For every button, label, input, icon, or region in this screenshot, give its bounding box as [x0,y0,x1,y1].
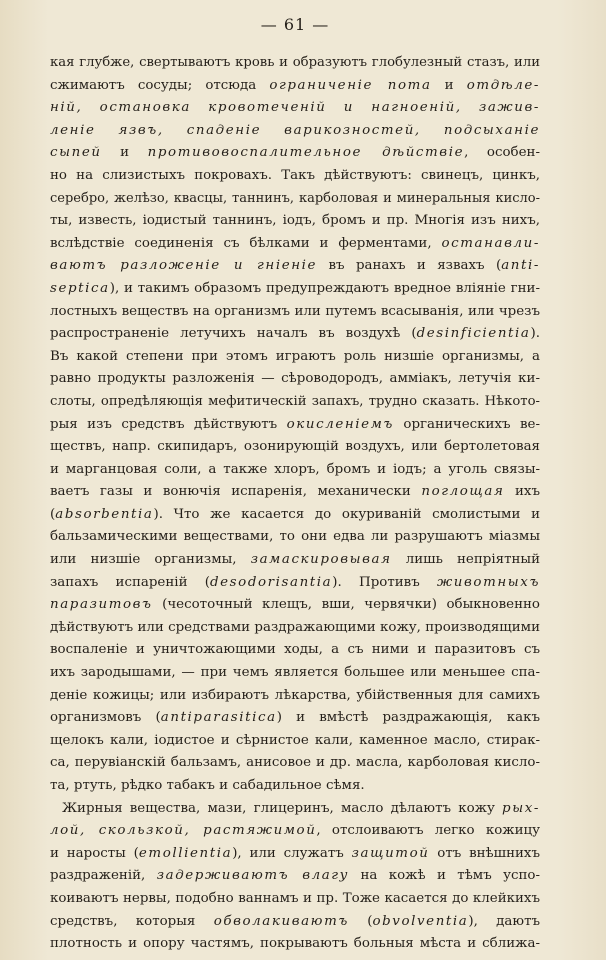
text-line [50,549,540,572]
text-run: плотность и опору частямъ, покрываютъ больныя мѣста и сближа- [50,936,540,952]
text-line [50,75,540,98]
text-run: и [431,77,467,93]
text-line [50,617,540,640]
text-run: Въ какой степени при этомъ играютъ роль низшіе организмы, а [50,348,540,364]
text-run: (чесоточный клещъ, вши, червячки) обыкновенно [152,597,540,613]
text-line [50,391,540,414]
text-line [50,368,540,391]
text-line [50,865,540,888]
text-run: ). Противъ [332,574,437,590]
text-run: рыя изъ средствъ дѣйствуютъ [50,416,287,432]
text-run: Жирныя вещества, мази, глицеринъ, масло дѣлаютъ кожу [62,800,503,816]
text-run: ихъ зародышами, — при чемъ является большее или меньшее спа- [50,665,540,681]
text-run: ), даютъ [468,913,540,929]
emphasized-term: emollientia [138,845,233,861]
text-line [50,459,540,482]
emphasized-term: лой, скользкой, растяжимой [50,823,317,839]
text-line [50,188,540,211]
text-run: дѣйствуютъ или средствами раздражающими кожу, производящими [50,619,540,635]
emphasized-term: absorbentia [55,506,154,522]
text-run: сжимаютъ сосуды; отсюда [50,77,270,93]
emphasized-term: obvolventia [372,913,469,929]
text-run: и наросты ( [50,845,139,861]
emphasized-term: antiparasitica [160,710,277,726]
emphasized-term: ній, остановка кровотеченій и нагноеній, зажив- [50,100,540,116]
text-run: органическихъ ве- [393,416,540,432]
text-line [50,526,540,549]
text-line [50,414,540,437]
emphasized-term: защитой [351,845,430,861]
text-run: щелокъ кали, іодистое и сѣрнистое кали, каменное масло, стирак- [50,732,540,748]
text-line [50,97,540,120]
text-run: та, ртуть, рѣдко табакъ и сабадильное сѣмя. [50,778,365,793]
text-line [50,730,540,753]
text-line [50,707,540,730]
text-line [50,798,540,821]
emphasized-term: desinficientia [416,326,531,342]
text-run: лостныхъ веществъ на организмъ или путемъ всасыванія, или чрезъ [50,303,540,319]
text-run: въ ранахъ и язвахъ ( [317,258,502,274]
text-line [50,346,540,369]
body-text [50,52,540,956]
text-run: вслѣдствіе соединенія съ бѣлками и ферментами, [50,235,442,251]
text-run: деніе кожицы; или избираютъ лѣкарства, убійственныя для самихъ [50,687,540,703]
text-line [50,120,540,143]
emphasized-term: паразитовъ [50,597,153,613]
text-line [50,233,540,256]
emphasized-term: замаскировывая [250,552,392,568]
emphasized-term: ваютъ разложеніе и гніеніе [50,258,318,274]
text-run: и [101,145,148,161]
text-line [50,662,540,685]
text-run: и марганцовая соли, а также хлоръ, бромъ и іодъ; а уголь связы- [50,461,540,477]
emphasized-term: ограниченіе пота [269,77,432,93]
text-line [50,504,540,527]
text-line [50,323,540,346]
emphasized-term: рых- [502,800,540,816]
emphasized-term: окисленіемъ [286,416,394,432]
text-run: бальзамическими веществами, то они едва ли разрушаютъ міазмы [50,529,540,545]
text-run: ), и такимъ образомъ предупреждаютъ вредное вліяніе гни- [109,280,540,296]
text-run: ществъ, напр. скипидаръ, озонирующій воздухъ, или бертолетовая [50,439,540,455]
text-line [50,572,540,595]
emphasized-term: anti- [501,258,540,274]
text-line [50,210,540,233]
emphasized-term: леніе язвъ, спаденіе варикозностей, подсыханіе [50,122,540,138]
text-run: распространеніе летучихъ началъ въ воздухѣ ( [50,326,417,342]
text-run: слоты, опредѣляющія мефитическій запахъ, трудно сказать. Нѣкото- [50,393,540,409]
text-line [50,911,540,934]
text-line [50,165,540,188]
text-line [50,639,540,662]
emphasized-term: сыпей [50,145,102,161]
text-run: равно продукты разложенія — сѣроводородъ, амміакъ, летучія ки- [50,371,540,387]
text-run: лишь непріятный [391,552,540,568]
text-line [50,481,540,504]
emphasized-term: desodorisantia [209,574,333,590]
text-line [50,52,540,75]
text-line [50,843,540,866]
text-run: кая глубже, свертываютъ кровь и образуютъ глобулезный стазъ, или [50,55,540,70]
text-line [50,278,540,301]
text-line [50,888,540,911]
emphasized-term: обволакиваютъ [213,913,349,929]
text-line [50,933,540,956]
text-run: раздраженій, [50,868,157,884]
text-run: запахъ испареній ( [50,574,210,590]
text-run: воспаленіе и уничтожающими ходы, а съ ними и паразитовъ съ [50,642,540,658]
emphasized-term: животныхъ [436,574,540,590]
text-line [50,436,540,459]
text-run: ихъ [504,484,540,500]
text-line [50,255,540,278]
emphasized-term: septica [50,280,110,296]
text-run: ) и вмѣстѣ раздражающія, какъ [276,710,540,726]
text-run: ( [348,913,373,929]
text-run: на кожѣ и тѣмъ успо- [349,868,540,884]
text-run: са, перувіанскій бальзамъ, анисовое и др. масла, карболовая кисло- [50,755,540,771]
text-run: отъ внѣшнихъ [429,845,540,861]
text-line [50,685,540,708]
text-run: серебро, желѣзо, квасцы, таннинъ, карболовая и минеральныя кисло- [50,190,540,206]
emphasized-term: задерживаютъ влагу [156,868,350,884]
text-line [50,594,540,617]
text-run: но на слизистыхъ покровахъ. Такъ дѣйствуютъ: свинецъ, цинкъ, [50,167,540,183]
text-run: или низшіе организмы, [50,552,251,568]
text-run: ). [530,326,540,342]
emphasized-term: отдѣле- [466,77,540,93]
emphasized-term: противовоспалительное дѣйствіе [147,145,465,161]
text-run: ( [50,506,56,522]
text-run: средствъ, которыя [50,913,214,929]
text-run: ). Что же касается до окуриваній смолистыми и [153,506,540,522]
text-run: ваетъ газы и вонючія испаренія, механически [50,484,422,500]
text-line [50,820,540,843]
text-run: организмовъ ( [50,710,161,726]
text-run: коиваютъ нервы, подобно ваннамъ и пр. Тоже касается до клейкихъ [50,890,540,906]
emphasized-term: поглощая [421,484,505,500]
text-run: , особен- [464,145,540,161]
text-line [50,752,540,775]
emphasized-term: останавли- [441,235,540,251]
text-run: , отслоиваютъ легко кожицу [316,823,540,839]
text-line [50,301,540,324]
text-line [50,142,540,165]
text-run: ты, известь, іодистый таннинъ, іодъ, бромъ и пр. Многія изъ нихъ, [50,213,540,229]
text-line [50,775,540,798]
page-number: — 61 — [260,15,330,34]
text-run: ), или служатъ [232,845,352,861]
